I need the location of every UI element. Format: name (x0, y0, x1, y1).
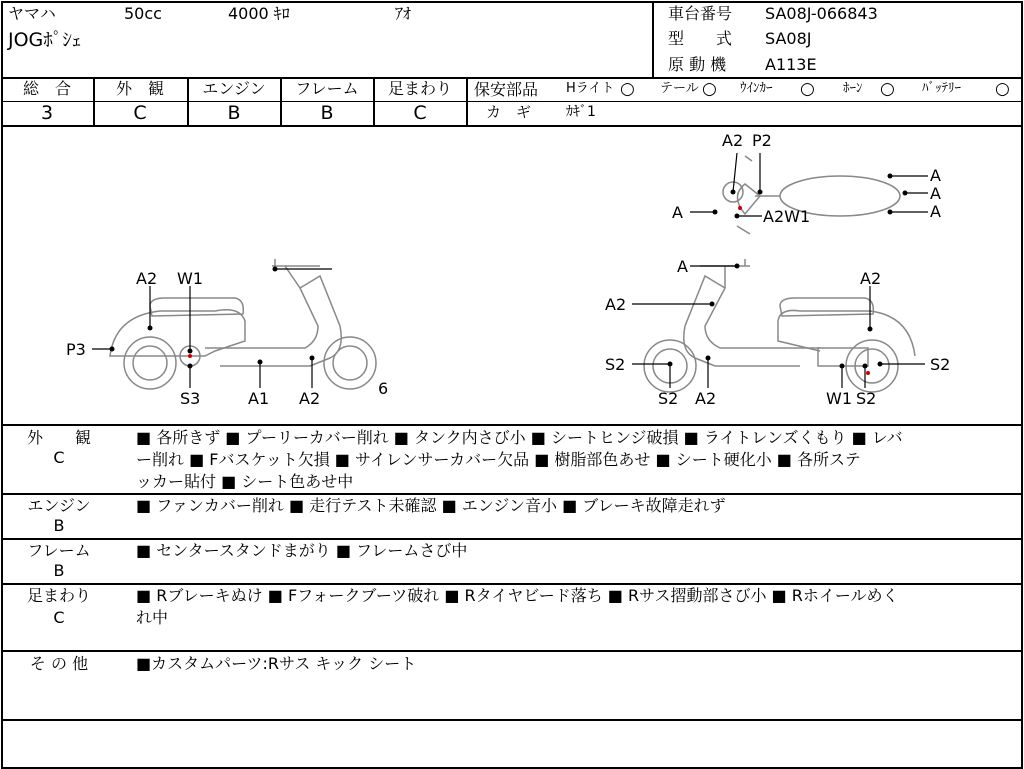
divider (1, 650, 1021, 652)
safety-mark: ○ (880, 79, 895, 99)
model-name: JOGﾎﾟｼｪ (8, 29, 82, 51)
color: ｱｵ (395, 4, 412, 23)
callout-dots (110, 174, 908, 369)
section-label-suspension: 足まわり (26, 586, 91, 605)
damage-marks (188, 206, 870, 375)
grade-value-suspension: C (413, 102, 427, 124)
label: A (930, 184, 941, 203)
key-label: カ ギ (486, 103, 532, 121)
safety-mark: ○ (702, 79, 717, 99)
safety-item-battery: ﾊﾞｯﾃﾘｰ (922, 81, 961, 96)
label: S2 (856, 389, 877, 408)
section-grade-frame: B (53, 561, 65, 580)
section-label-exterior: 外 観 (26, 428, 91, 447)
label: A (930, 202, 941, 221)
divider (466, 101, 1021, 102)
safety-item-tail: テール (660, 81, 699, 96)
label: W1 (177, 269, 203, 288)
section-grade-exterior: C (53, 448, 65, 467)
safety-item-winker: ｳｲﾝｶｰ (740, 81, 773, 96)
grade-label-frame: フレーム (295, 79, 359, 98)
section-grade-suspension: C (53, 608, 65, 627)
section-text-suspension: ■ Rブレーキぬけ ■ Fフォークブーツ破れ ■ Rタイヤビード落ち ■ Rサス摺動部さび小 ■ Rホイールめく れ中 (136, 586, 899, 627)
divider (1, 719, 1021, 721)
section-text-exterior: ■ 各所きず ■ プーリーカバー削れ ■ タンク内さび小 ■ シートヒンジ破損 ■ ライトレンズくもり ■ レバ ー削れ ■ Fバスケット欠損 ■ サイレンサーカバー欠品 ■ 樹脂部色あせ ■ シート硬化小 ■ 各所ステ ッカー貼付 ■ シート色あせ中 (136, 428, 903, 491)
section-label-engine: エンジン (27, 496, 91, 515)
label: A2W1 (763, 207, 811, 226)
safety-mark: ○ (620, 79, 635, 99)
section-text-other: ■カスタムパーツ:Rサス キック シート (136, 654, 417, 673)
label: W1 (826, 389, 852, 408)
label: A (672, 203, 683, 222)
safety-mark: ○ (995, 79, 1010, 99)
grade-label-overall: 総 合 (22, 79, 71, 98)
safety-parts-label: 保安部品 (474, 80, 539, 99)
grade-value-overall: 3 (40, 102, 54, 124)
label: A2 (695, 389, 717, 408)
section-text-frame: ■ センタースタンドまがり ■ フレームさび中 (136, 541, 468, 560)
label: A2 (605, 295, 627, 314)
label: A (930, 166, 941, 185)
label: P2 (752, 131, 772, 150)
section-label-frame: フレーム (27, 541, 91, 560)
section-label-other: そ の 他 (29, 654, 89, 673)
scooter-top-view (723, 156, 900, 234)
safety-item-headlight: Hライト (566, 81, 615, 96)
mileage: 4000 ｷﾛ (228, 4, 290, 23)
label: A2 (299, 389, 321, 408)
safety-item-horn: ﾎｰﾝ (843, 81, 863, 96)
displacement: 50cc (124, 4, 162, 23)
label: A (677, 257, 688, 276)
label: 6 (378, 379, 389, 398)
frame-number: SA08J-066843 (765, 4, 878, 23)
divider (652, 1, 654, 78)
type-value: SA08J (765, 29, 812, 48)
divider (1, 424, 1021, 426)
type-label: 型 式 (668, 29, 733, 48)
engine-label: 原 動 機 (668, 55, 727, 74)
damage-diagram (0, 126, 1020, 423)
engine-value: A113E (765, 55, 817, 74)
label: S3 (180, 389, 201, 408)
frame-number-label: 車台番号 (668, 4, 733, 23)
label: A2 (860, 269, 882, 288)
label: A2 (722, 131, 744, 150)
section-grade-engine: B (53, 516, 65, 535)
label: S2 (605, 355, 626, 374)
grade-value-engine: B (227, 102, 241, 124)
grade-label-suspension: 足まわり (387, 79, 452, 98)
label: P3 (66, 340, 86, 359)
callout-lines (92, 153, 928, 388)
key-value: ｶｷﾞ1 (566, 104, 596, 120)
grade-value-exterior: C (133, 102, 147, 124)
section-text-engine: ■ ファンカバー削れ ■ 走行テスト未確認 ■ エンジン音小 ■ ブレーキ故障走れず (136, 496, 726, 515)
label: S2 (658, 389, 679, 408)
label: A2 (136, 269, 158, 288)
maker: ヤマハ (8, 4, 56, 23)
safety-mark: ○ (800, 79, 815, 99)
label: S2 (930, 355, 951, 374)
grade-label-exterior: 外 観 (115, 79, 164, 98)
grade-value-frame: B (320, 102, 334, 124)
label: A1 (248, 389, 270, 408)
grade-label-engine: エンジン (202, 79, 266, 98)
